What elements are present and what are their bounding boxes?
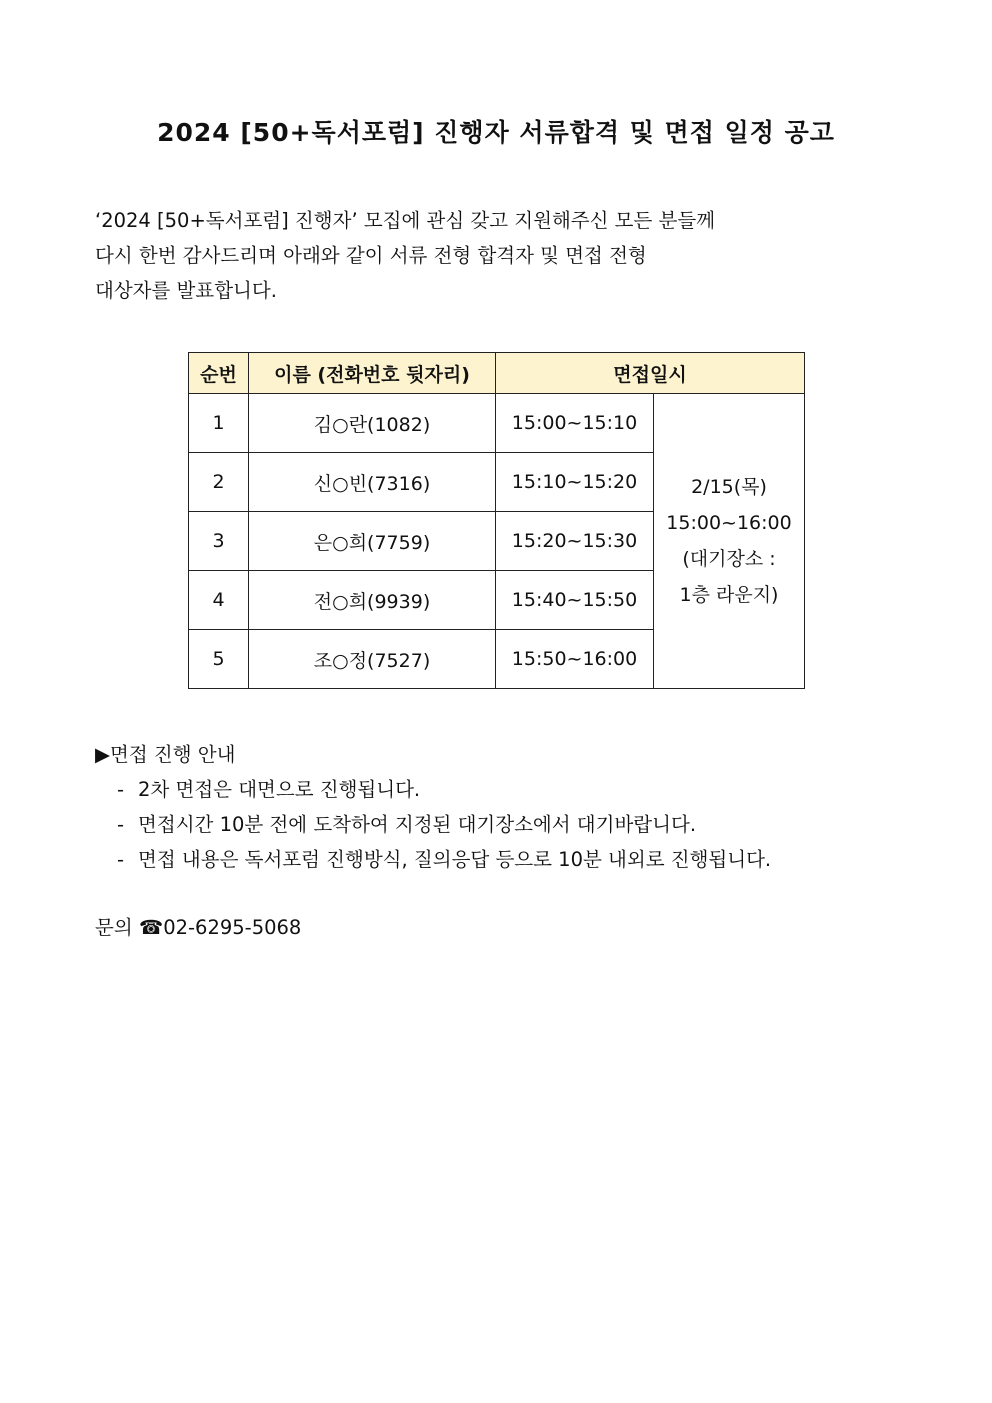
cell-name: 은○희(7759) — [249, 512, 496, 571]
interview-time-range: 15:00~16:00 — [666, 512, 792, 534]
cell-interview-date-place — [654, 394, 805, 689]
table-row — [189, 394, 805, 453]
cell-name: 전○희(9939) — [249, 571, 496, 630]
contact-label: 문의 — [95, 916, 133, 939]
cell-name: 김○란(1082) — [249, 394, 496, 453]
guide-item-text: 2차 면접은 대면으로 진행됩니다. — [138, 778, 421, 801]
intro-line: 다시 한번 감사드리며 아래와 같이 서류 전형 합격자 및 면접 전형 — [95, 244, 647, 267]
waiting-place-line1: (대기장소 : — [682, 548, 776, 570]
page-title: 2024 [50+독서포럼] 진행자 서류합격 및 면접 일정 공고 — [157, 118, 835, 147]
cell-number: 3 — [189, 512, 249, 571]
interview-schedule-table — [188, 352, 805, 689]
list-item — [117, 842, 915, 877]
guide-list — [95, 772, 915, 877]
cell-time: 15:20~15:30 — [496, 512, 654, 571]
interview-date: 2/15(목) — [691, 476, 767, 498]
list-item — [117, 772, 915, 807]
cell-time: 15:50~16:00 — [496, 630, 654, 689]
table-header-row — [189, 353, 805, 394]
guide-heading: ▶면접 진행 안내 — [95, 743, 236, 766]
header-number: 순번 — [189, 353, 249, 394]
cell-name: 신○빈(7316) — [249, 453, 496, 512]
contact-info — [95, 910, 301, 945]
interview-guide — [95, 737, 915, 877]
contact-phone: 02-6295-5068 — [163, 916, 302, 939]
cell-number: 5 — [189, 630, 249, 689]
dash-bullet: - — [117, 813, 125, 836]
intro-line: ‘2024 [50+독서포럼] 진행자’ 모집에 관심 갖고 지원해주신 모든 분들께 — [95, 209, 716, 232]
cell-name: 조○정(7527) — [249, 630, 496, 689]
cell-number: 4 — [189, 571, 249, 630]
guide-item-text: 면접시간 10분 전에 도착하여 지정된 대기장소에서 대기바랍니다. — [138, 813, 697, 836]
cell-time: 15:10~15:20 — [496, 453, 654, 512]
cell-number: 2 — [189, 453, 249, 512]
header-name: 이름 (전화번호 뒷자리) — [249, 353, 496, 394]
dash-bullet: - — [117, 848, 125, 871]
header-interview-datetime: 면접일시 — [496, 353, 805, 394]
cell-number: 1 — [189, 394, 249, 453]
intro-line: 대상자를 발표합니다. — [95, 279, 277, 302]
list-item — [117, 807, 915, 842]
cell-time: 15:40~15:50 — [496, 571, 654, 630]
intro-paragraph — [95, 203, 855, 308]
cell-time: 15:00~15:10 — [496, 394, 654, 453]
telephone-icon: ☎ — [138, 916, 164, 939]
dash-bullet: - — [117, 778, 125, 801]
waiting-place-line2: 1층 라운지) — [679, 584, 779, 606]
guide-item-text: 면접 내용은 독서포럼 진행방식, 질의응답 등으로 10분 내외로 진행됩니다. — [138, 848, 772, 871]
